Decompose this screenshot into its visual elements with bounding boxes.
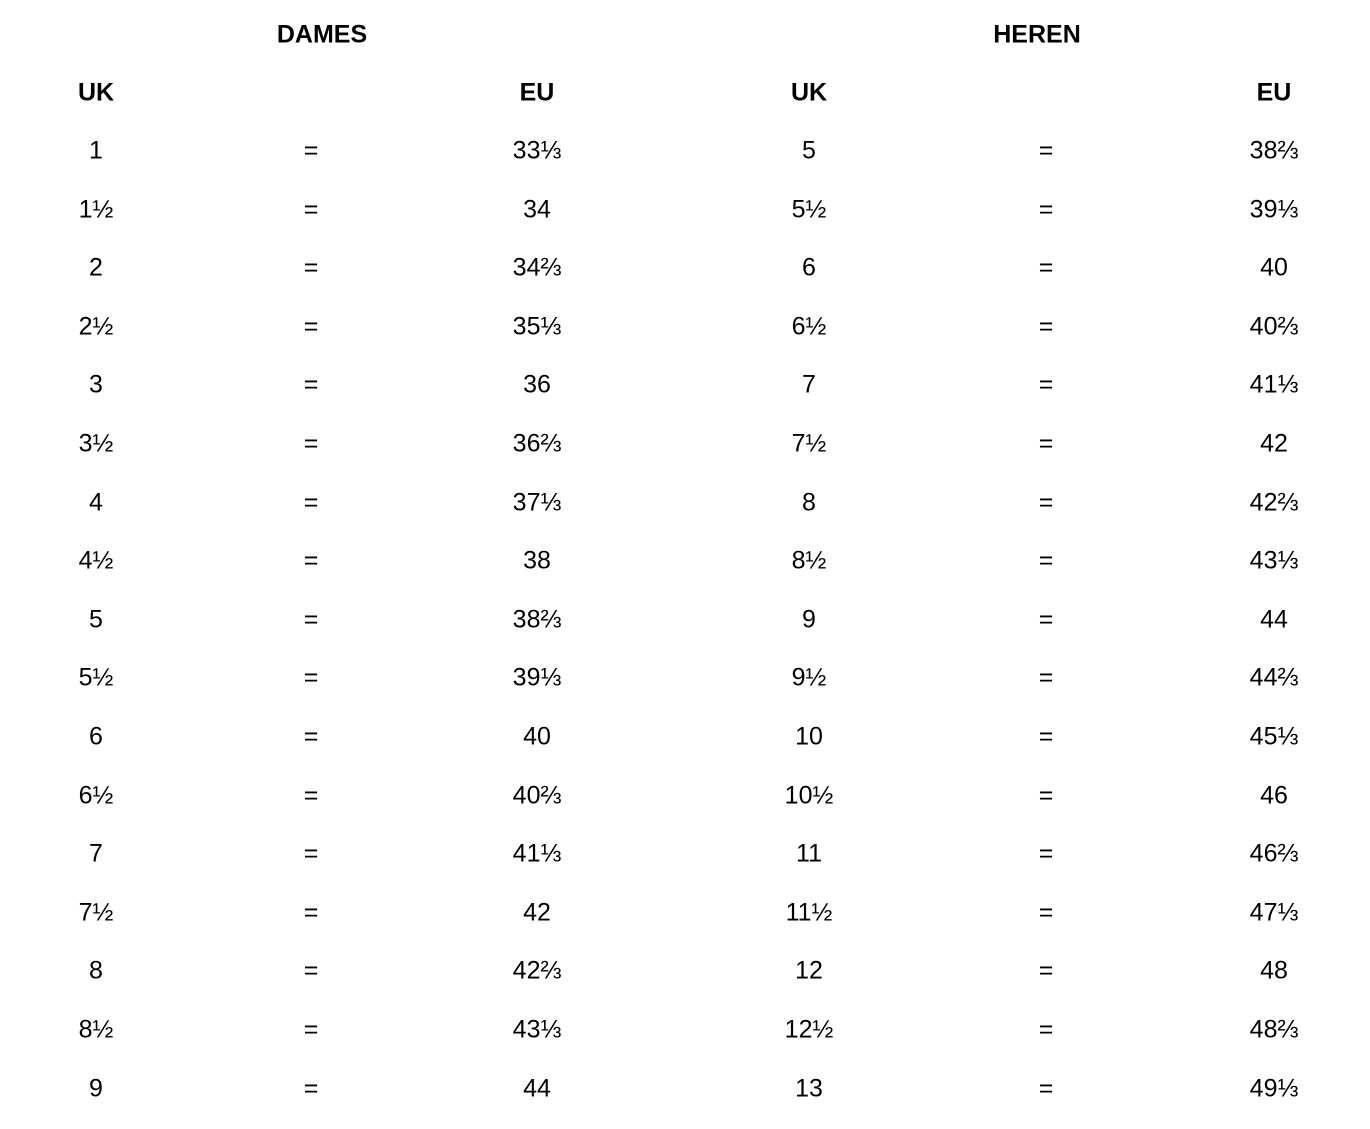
heren-uk-size: 8: [802, 488, 816, 517]
dames-uk-header: UK: [77, 78, 115, 107]
heren-eu-size: 48: [1260, 956, 1288, 985]
heren-uk-size: 9½: [791, 663, 827, 692]
heren-eu-size: 38⅔: [1249, 136, 1299, 165]
heren-eu-size: 44: [1260, 605, 1288, 634]
dames-eu-header: EU: [519, 78, 555, 107]
dames-equals-sign: =: [303, 488, 319, 517]
dames-uk-size: 4½: [78, 546, 114, 575]
heren-eu-size: 40: [1260, 253, 1288, 282]
dames-eu-size: 42⅔: [512, 956, 562, 985]
dames-equals-sign: =: [303, 1015, 319, 1044]
dames-equals-sign: =: [303, 253, 319, 282]
dames-uk-size: 5½: [78, 663, 114, 692]
heren-uk-size: 5: [802, 136, 816, 165]
dames-uk-size: 2½: [78, 312, 114, 341]
dames-uk-size: 9: [89, 1074, 103, 1103]
heren-eu-size: 40⅔: [1249, 312, 1299, 341]
heren-equals-sign: =: [1038, 253, 1054, 282]
dames-eu-size: 42: [523, 898, 551, 927]
dames-eu-size: 41⅓: [512, 839, 562, 868]
heren-title: HEREN: [993, 20, 1081, 49]
dames-equals-sign: =: [303, 429, 319, 458]
heren-uk-size: 6½: [791, 312, 827, 341]
dames-uk-size: 4: [89, 488, 103, 517]
heren-equals-sign: =: [1038, 839, 1054, 868]
dames-equals-sign: =: [303, 1074, 319, 1103]
heren-uk-size: 10: [795, 722, 823, 751]
dames-eu-size: 44: [523, 1074, 551, 1103]
dames-eu-size: 36⅔: [512, 429, 562, 458]
dames-eu-size: 34⅔: [512, 253, 562, 282]
heren-equals-sign: =: [1038, 312, 1054, 341]
dames-equals-sign: =: [303, 663, 319, 692]
heren-eu-size: 48⅔: [1249, 1015, 1299, 1044]
dames-uk-size: 8: [89, 956, 103, 985]
heren-uk-size: 8½: [791, 546, 827, 575]
dames-eu-size: 40⅔: [512, 781, 562, 810]
heren-equals-sign: =: [1038, 898, 1054, 927]
heren-uk-size: 11½: [785, 898, 833, 927]
heren-eu-size: 44⅔: [1249, 663, 1299, 692]
dames-equals-sign: =: [303, 781, 319, 810]
heren-uk-size: 12: [795, 956, 823, 985]
heren-uk-header: UK: [790, 78, 828, 107]
heren-uk-size: 11: [796, 839, 822, 868]
heren-eu-size: 43⅓: [1249, 546, 1299, 575]
dames-title: DAMES: [276, 20, 368, 49]
heren-equals-sign: =: [1038, 722, 1054, 751]
dames-equals-sign: =: [303, 312, 319, 341]
dames-uk-size: 1½: [78, 195, 114, 224]
heren-uk-size: 12½: [784, 1015, 834, 1044]
dames-uk-size: 1: [89, 136, 103, 165]
dames-eu-size: 37⅓: [512, 488, 562, 517]
dames-equals-sign: =: [303, 956, 319, 985]
dames-eu-size: 33⅓: [512, 136, 562, 165]
heren-uk-size: 6: [802, 253, 816, 282]
dames-eu-size: 34: [523, 195, 551, 224]
dames-equals-sign: =: [303, 839, 319, 868]
dames-equals-sign: =: [303, 546, 319, 575]
dames-uk-size: 6½: [78, 781, 114, 810]
dames-eu-size: 35⅓: [512, 312, 562, 341]
dames-uk-size: 7: [89, 839, 103, 868]
heren-equals-sign: =: [1038, 429, 1054, 458]
heren-equals-sign: =: [1038, 1015, 1054, 1044]
dames-equals-sign: =: [303, 370, 319, 399]
heren-eu-size: 42: [1260, 429, 1288, 458]
dames-equals-sign: =: [303, 195, 319, 224]
heren-eu-size: 42⅔: [1249, 488, 1299, 517]
dames-equals-sign: =: [303, 722, 319, 751]
dames-uk-size: 5: [89, 605, 103, 634]
heren-eu-size: 46⅔: [1249, 839, 1299, 868]
heren-uk-size: 7: [802, 370, 816, 399]
heren-equals-sign: =: [1038, 956, 1054, 985]
dames-uk-size: 2: [89, 253, 103, 282]
dames-eu-size: 36: [523, 370, 551, 399]
dames-equals-sign: =: [303, 136, 319, 165]
heren-equals-sign: =: [1038, 370, 1054, 399]
heren-equals-sign: =: [1038, 781, 1054, 810]
heren-uk-size: 5½: [791, 195, 827, 224]
dames-equals-sign: =: [303, 605, 319, 634]
heren-equals-sign: =: [1038, 663, 1054, 692]
dames-eu-size: 38: [523, 546, 551, 575]
heren-uk-size: 9: [802, 605, 816, 634]
heren-equals-sign: =: [1038, 195, 1054, 224]
dames-uk-size: 7½: [78, 898, 114, 927]
dames-uk-size: 3½: [78, 429, 114, 458]
heren-eu-size: 39⅓: [1249, 195, 1299, 224]
heren-eu-size: 47⅓: [1249, 898, 1299, 927]
heren-equals-sign: =: [1038, 605, 1054, 634]
dames-equals-sign: =: [303, 898, 319, 927]
dames-eu-size: 43⅓: [512, 1015, 562, 1044]
heren-eu-size: 45⅓: [1249, 722, 1299, 751]
heren-equals-sign: =: [1038, 1074, 1054, 1103]
dames-eu-size: 40: [523, 722, 551, 751]
heren-uk-size: 13: [795, 1074, 823, 1103]
heren-equals-sign: =: [1038, 136, 1054, 165]
heren-eu-header: EU: [1256, 78, 1292, 107]
heren-equals-sign: =: [1038, 488, 1054, 517]
dames-eu-size: 39⅓: [512, 663, 562, 692]
dames-uk-size: 6: [89, 722, 103, 751]
dames-eu-size: 38⅔: [512, 605, 562, 634]
heren-eu-size: 49⅓: [1249, 1074, 1299, 1103]
heren-eu-size: 46: [1260, 781, 1288, 810]
dames-uk-size: 8½: [78, 1015, 114, 1044]
heren-uk-size: 10½: [784, 781, 834, 810]
dames-uk-size: 3: [89, 370, 103, 399]
heren-eu-size: 41⅓: [1249, 370, 1299, 399]
heren-equals-sign: =: [1038, 546, 1054, 575]
heren-uk-size: 7½: [791, 429, 827, 458]
